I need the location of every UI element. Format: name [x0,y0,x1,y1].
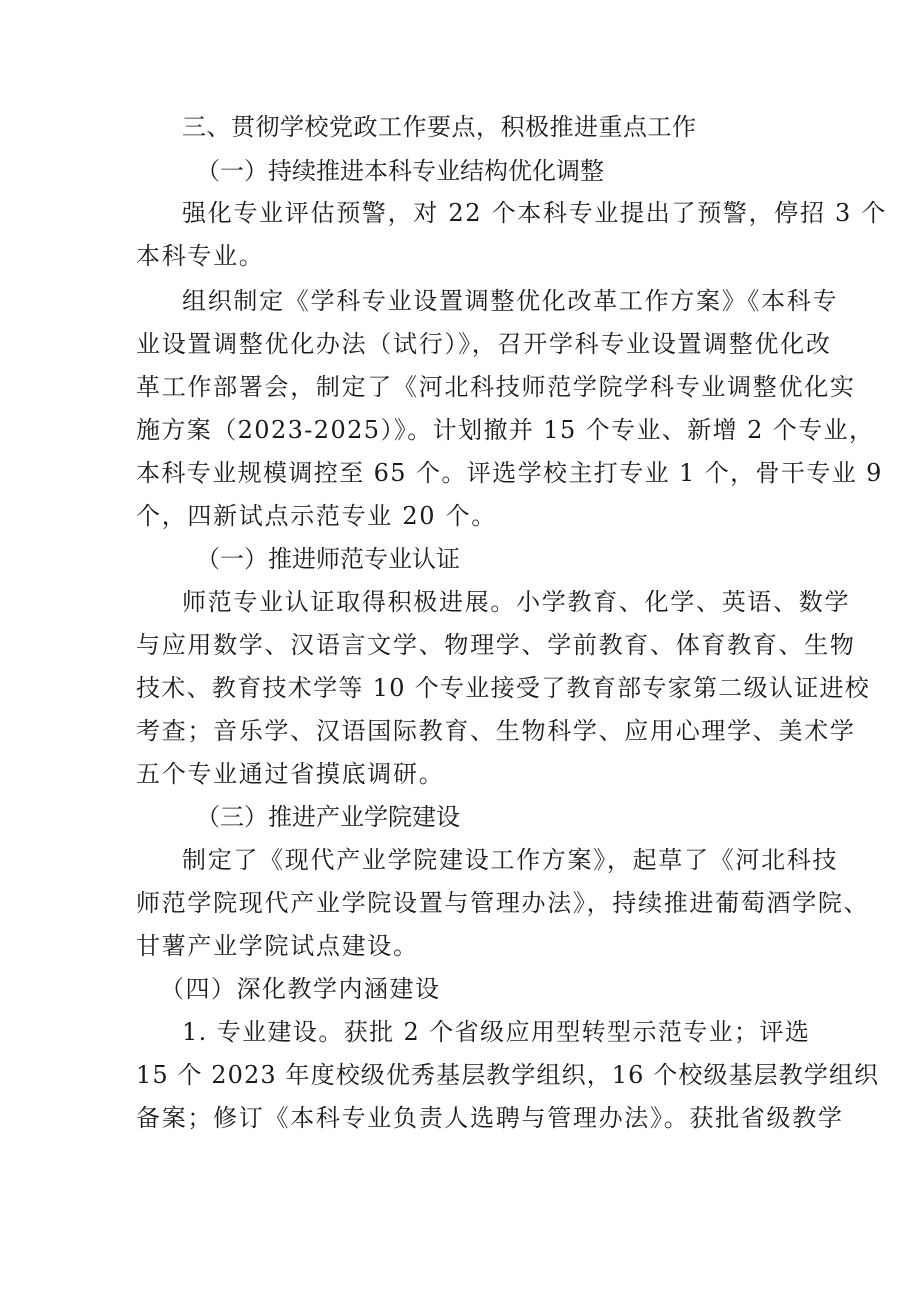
paragraph-line: 甘薯产业学院试点建设。 [136,932,419,960]
paragraph-line: 本科专业。 [136,242,265,270]
paragraph-line: 技术、教育技术学等 10 个专业接受了教育部专家第二级认证进校 [136,674,871,702]
paragraph-line: 组织制定《学科专业设置调整优化改革工作方案》《本科专 [182,287,839,315]
paragraph-line: 考查；音乐学、汉语国际教育、生物科学、应用心理学、美术学 [136,717,856,745]
paragraph-line: 本科专业规模调控至 65 个。评选学校主打专业 1 个，骨干专业 9 [136,459,883,487]
paragraph-line: 师范学院现代产业学院设置与管理办法》，持续推进葡萄酒学院、 [136,889,870,917]
paragraph-line: 施方案（2023-2025）》。计划撤并 15 个专业、新增 2 个专业， [136,416,875,444]
paragraph-line: 个，四新试点示范专业 20 个。 [136,502,497,530]
paragraph-line: 强化专业评估预警，对 22 个本科专业提出了预警，停招 3 个 [182,199,888,227]
paragraph-line: 革工作部署会，制定了《河北科技师范学院学科专业调整优化实 [136,373,856,401]
paragraph-line: 1. 专业建设。获批 2 个省级应用型转型示范专业；评选 [182,1018,811,1046]
paragraph-line: 五个专业通过省摸底调研。 [136,760,445,788]
main-heading: 三、贯彻学校党政工作要点，积极推进重点工作 [182,113,697,141]
section-title-2: （一）推进师范专业认证 [196,545,460,573]
paragraph-line: 师范专业认证取得积极进展。小学教育、化学、英语、数学 [182,588,851,616]
paragraph-line: 与应用数学、汉语言文学、物理学、学前教育、体育教育、生物 [136,631,856,659]
section-title-3: （三）推进产业学院建设 [196,803,460,831]
paragraph-line: 备案；修订《本科专业负责人选聘与管理办法》。获批省级教学 [136,1104,844,1132]
paragraph-line: 制定了《现代产业学院建设工作方案》，起草了《河北科技 [182,846,839,874]
section-title-1: （一）持续推进本科专业结构优化调整 [196,157,604,185]
section-title-4: （四）深化教学内涵建设 [160,975,441,1003]
paragraph-line: 15 个 2023 年度校级优秀基层教学组织，16 个校级基层教学组织 [136,1061,880,1089]
paragraph-line: 业设置调整优化办法（试行）》，召开学科专业设置调整优化改 [136,330,832,358]
